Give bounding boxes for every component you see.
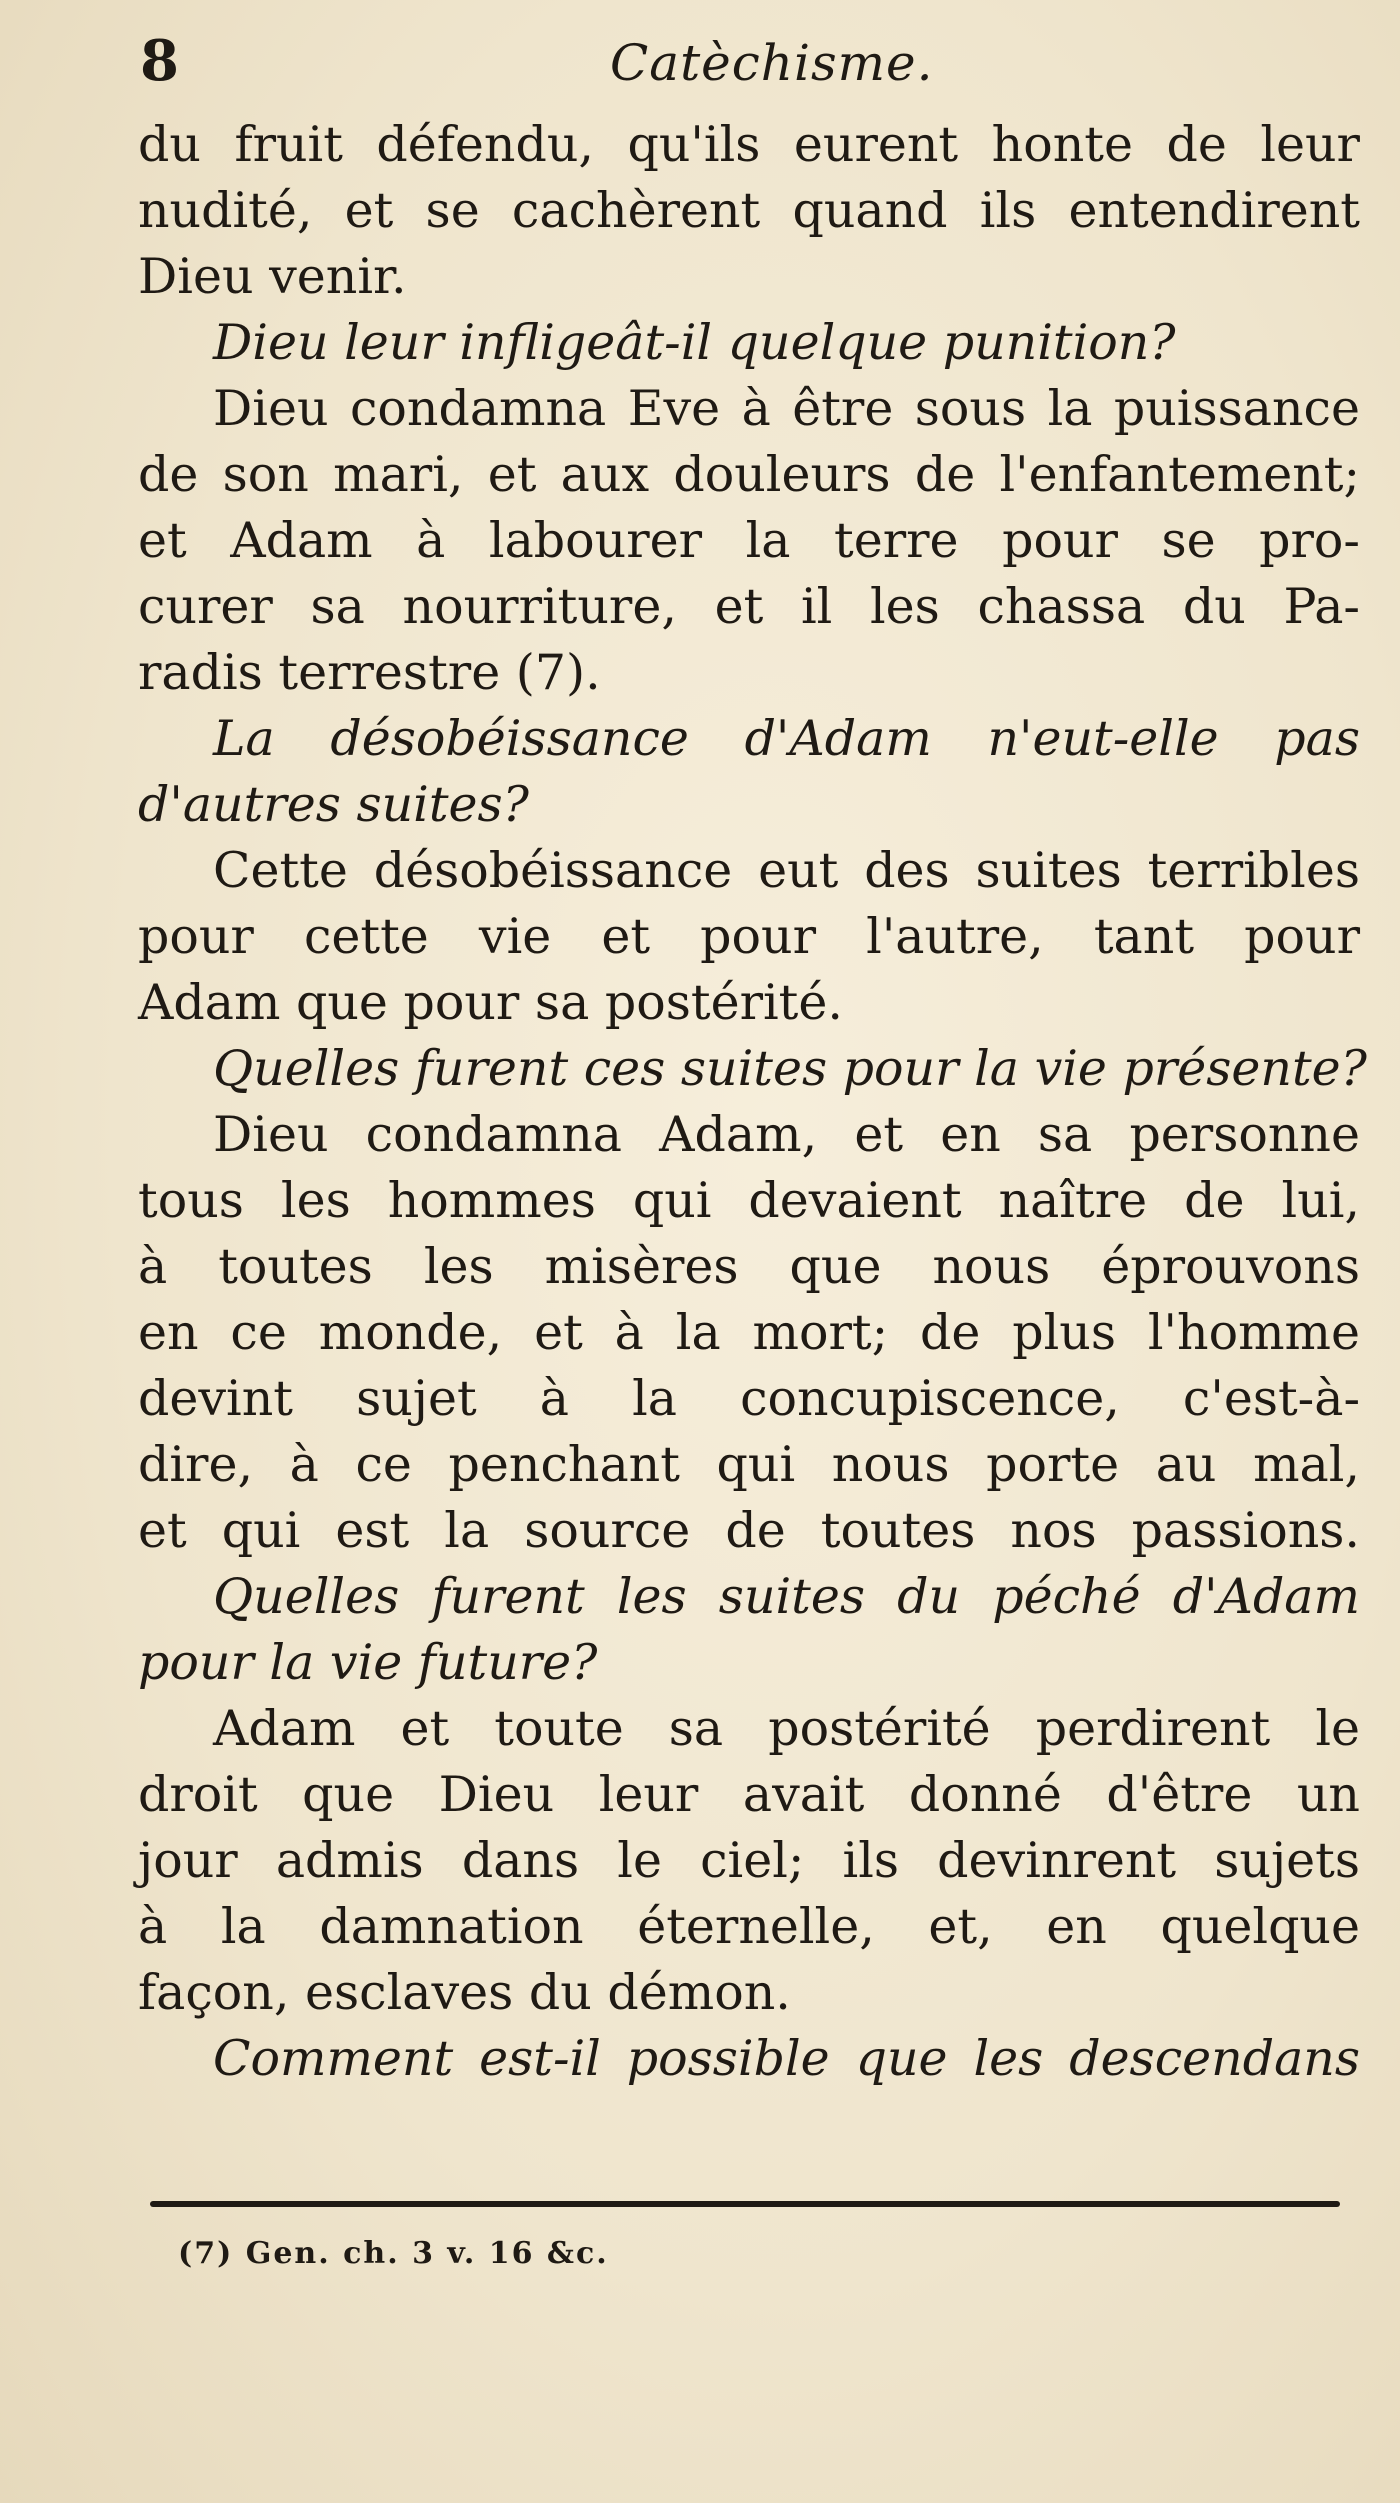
- text-line: jour admis dans le ciel; ils devinrent sujets: [138, 1832, 1360, 1889]
- text-line: de son mari, et aux douleurs de l'enfantement;: [138, 446, 1360, 503]
- text-line: façon, esclaves du démon.: [138, 1964, 791, 2021]
- text-line: Adam que pour sa postérité.: [138, 974, 843, 1031]
- text-line: dire, à ce penchant qui nous porte au mal,: [138, 1436, 1360, 1493]
- text-line: curer sa nourriture, et il les chassa du Pa-: [138, 578, 1360, 635]
- text-line: du fruit défendu, qu'ils eurent honte de leur: [138, 116, 1360, 173]
- text-line: et qui est la source de toutes nos passions.: [138, 1502, 1360, 1559]
- text-line: radis terrestre (7).: [138, 644, 601, 701]
- text-line: à la damnation éternelle, et, en quelque: [138, 1898, 1360, 1955]
- body-text: [138, 112, 1367, 2092]
- text-line: à toutes les misères que nous éprouvons: [138, 1238, 1360, 1295]
- text-line: Dieu condamna Eve à être sous la puissance: [213, 380, 1360, 437]
- page-header: [140, 28, 1360, 98]
- text-line: droit que Dieu leur avait donné d'être un: [138, 1766, 1360, 1823]
- question-line: Quelles furent les suites du péché d'Adam: [213, 1568, 1360, 1625]
- running-title: Catèchisme.: [610, 34, 934, 92]
- question-line: Dieu leur infligeât-il quelque punition?: [213, 314, 1176, 371]
- text-line: devint sujet à la concupiscence, c'est-à-: [138, 1370, 1360, 1427]
- question-line: d'autres suites?: [138, 776, 529, 833]
- text-line: tous les hommes qui devaient naître de lui,: [138, 1172, 1360, 1229]
- question-line: La désobéissance d'Adam n'eut-elle pas: [213, 710, 1360, 767]
- text-line: Dieu condamna Adam, et en sa personne: [213, 1106, 1360, 1163]
- footnote-rule: [150, 2201, 1340, 2207]
- question-line: Quelles furent ces suites pour la vie présente?: [213, 1040, 1367, 1097]
- footnote: (7) Gen. ch. 3 v. 16 &c.: [178, 2236, 609, 2271]
- text-line: en ce monde, et à la mort; de plus l'homme: [138, 1304, 1360, 1361]
- text-line: nudité, et se cachèrent quand ils entendirent: [138, 182, 1360, 239]
- text-line: et Adam à labourer la terre pour se pro-: [138, 512, 1360, 569]
- text-line: pour cette vie et pour l'autre, tant pour: [138, 908, 1360, 965]
- question-line: pour la vie future?: [138, 1634, 598, 1691]
- text-line: Cette désobéissance eut des suites terribles: [213, 842, 1360, 899]
- question-line: Comment est-il possible que les descendans: [213, 2030, 1360, 2087]
- page-number: 8: [140, 28, 179, 94]
- text-line: Adam et toute sa postérité perdirent le: [213, 1700, 1360, 1757]
- text-line: Dieu venir.: [138, 248, 407, 305]
